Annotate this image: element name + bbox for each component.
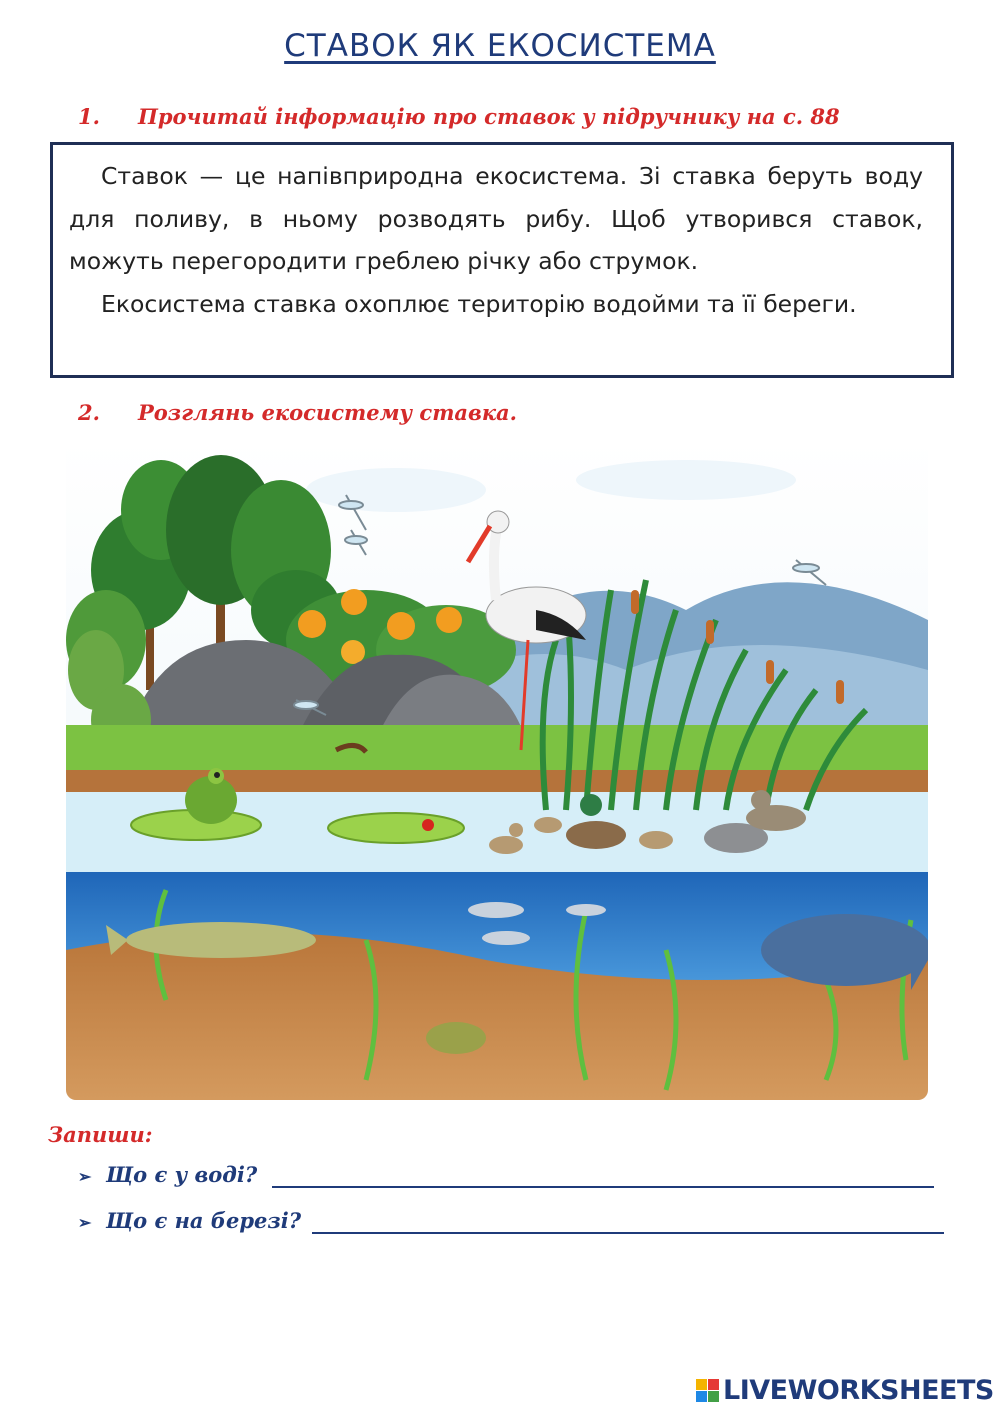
question-water-text: Що є у воді? bbox=[106, 1162, 258, 1187]
page-title: СТАВОК ЯК ЕКОСИСТЕМА bbox=[284, 28, 716, 64]
ladybug bbox=[422, 819, 434, 831]
pond-scene-svg bbox=[66, 440, 928, 1100]
task-1-text: Прочитай інформацію про ставок у підручнику на с. 88 bbox=[138, 104, 840, 129]
task-2-number: 2. bbox=[78, 400, 100, 425]
logo-icon bbox=[696, 1379, 719, 1402]
answer-line-water[interactable] bbox=[272, 1186, 934, 1188]
info-paragraph-2: Екосистема ставка охоплює територію водойми та її береги. bbox=[101, 289, 857, 318]
info-paragraph-1: Ставок — це напівприродна екосистема. Зі ставка беруть воду для поливу, в ньому розводять рибу. Щоб утворився ставок, можуть перегородити греблею річку або струмок. bbox=[69, 162, 923, 275]
question-shore-text: Що є на березі? bbox=[106, 1208, 302, 1233]
answer-line-shore[interactable] bbox=[312, 1232, 944, 1234]
task-1 bbox=[78, 104, 840, 129]
logo-text: LIVEWORKSHEETS bbox=[723, 1374, 994, 1406]
liveworksheets-logo[interactable] bbox=[696, 1374, 994, 1406]
question-shore bbox=[78, 1208, 301, 1233]
arrow-icon: ➢ bbox=[78, 1167, 92, 1186]
arrow-icon: ➢ bbox=[78, 1213, 92, 1232]
write-label: Запиши: bbox=[48, 1122, 153, 1147]
question-water bbox=[78, 1162, 257, 1187]
task-2 bbox=[78, 400, 517, 425]
grass-bank bbox=[66, 725, 928, 775]
task-1-number: 1. bbox=[78, 104, 100, 129]
pond-ecosystem-illustration bbox=[66, 440, 928, 1100]
info-box bbox=[50, 142, 954, 378]
task-2-text: Розглянь екосистему ставка. bbox=[138, 400, 517, 425]
